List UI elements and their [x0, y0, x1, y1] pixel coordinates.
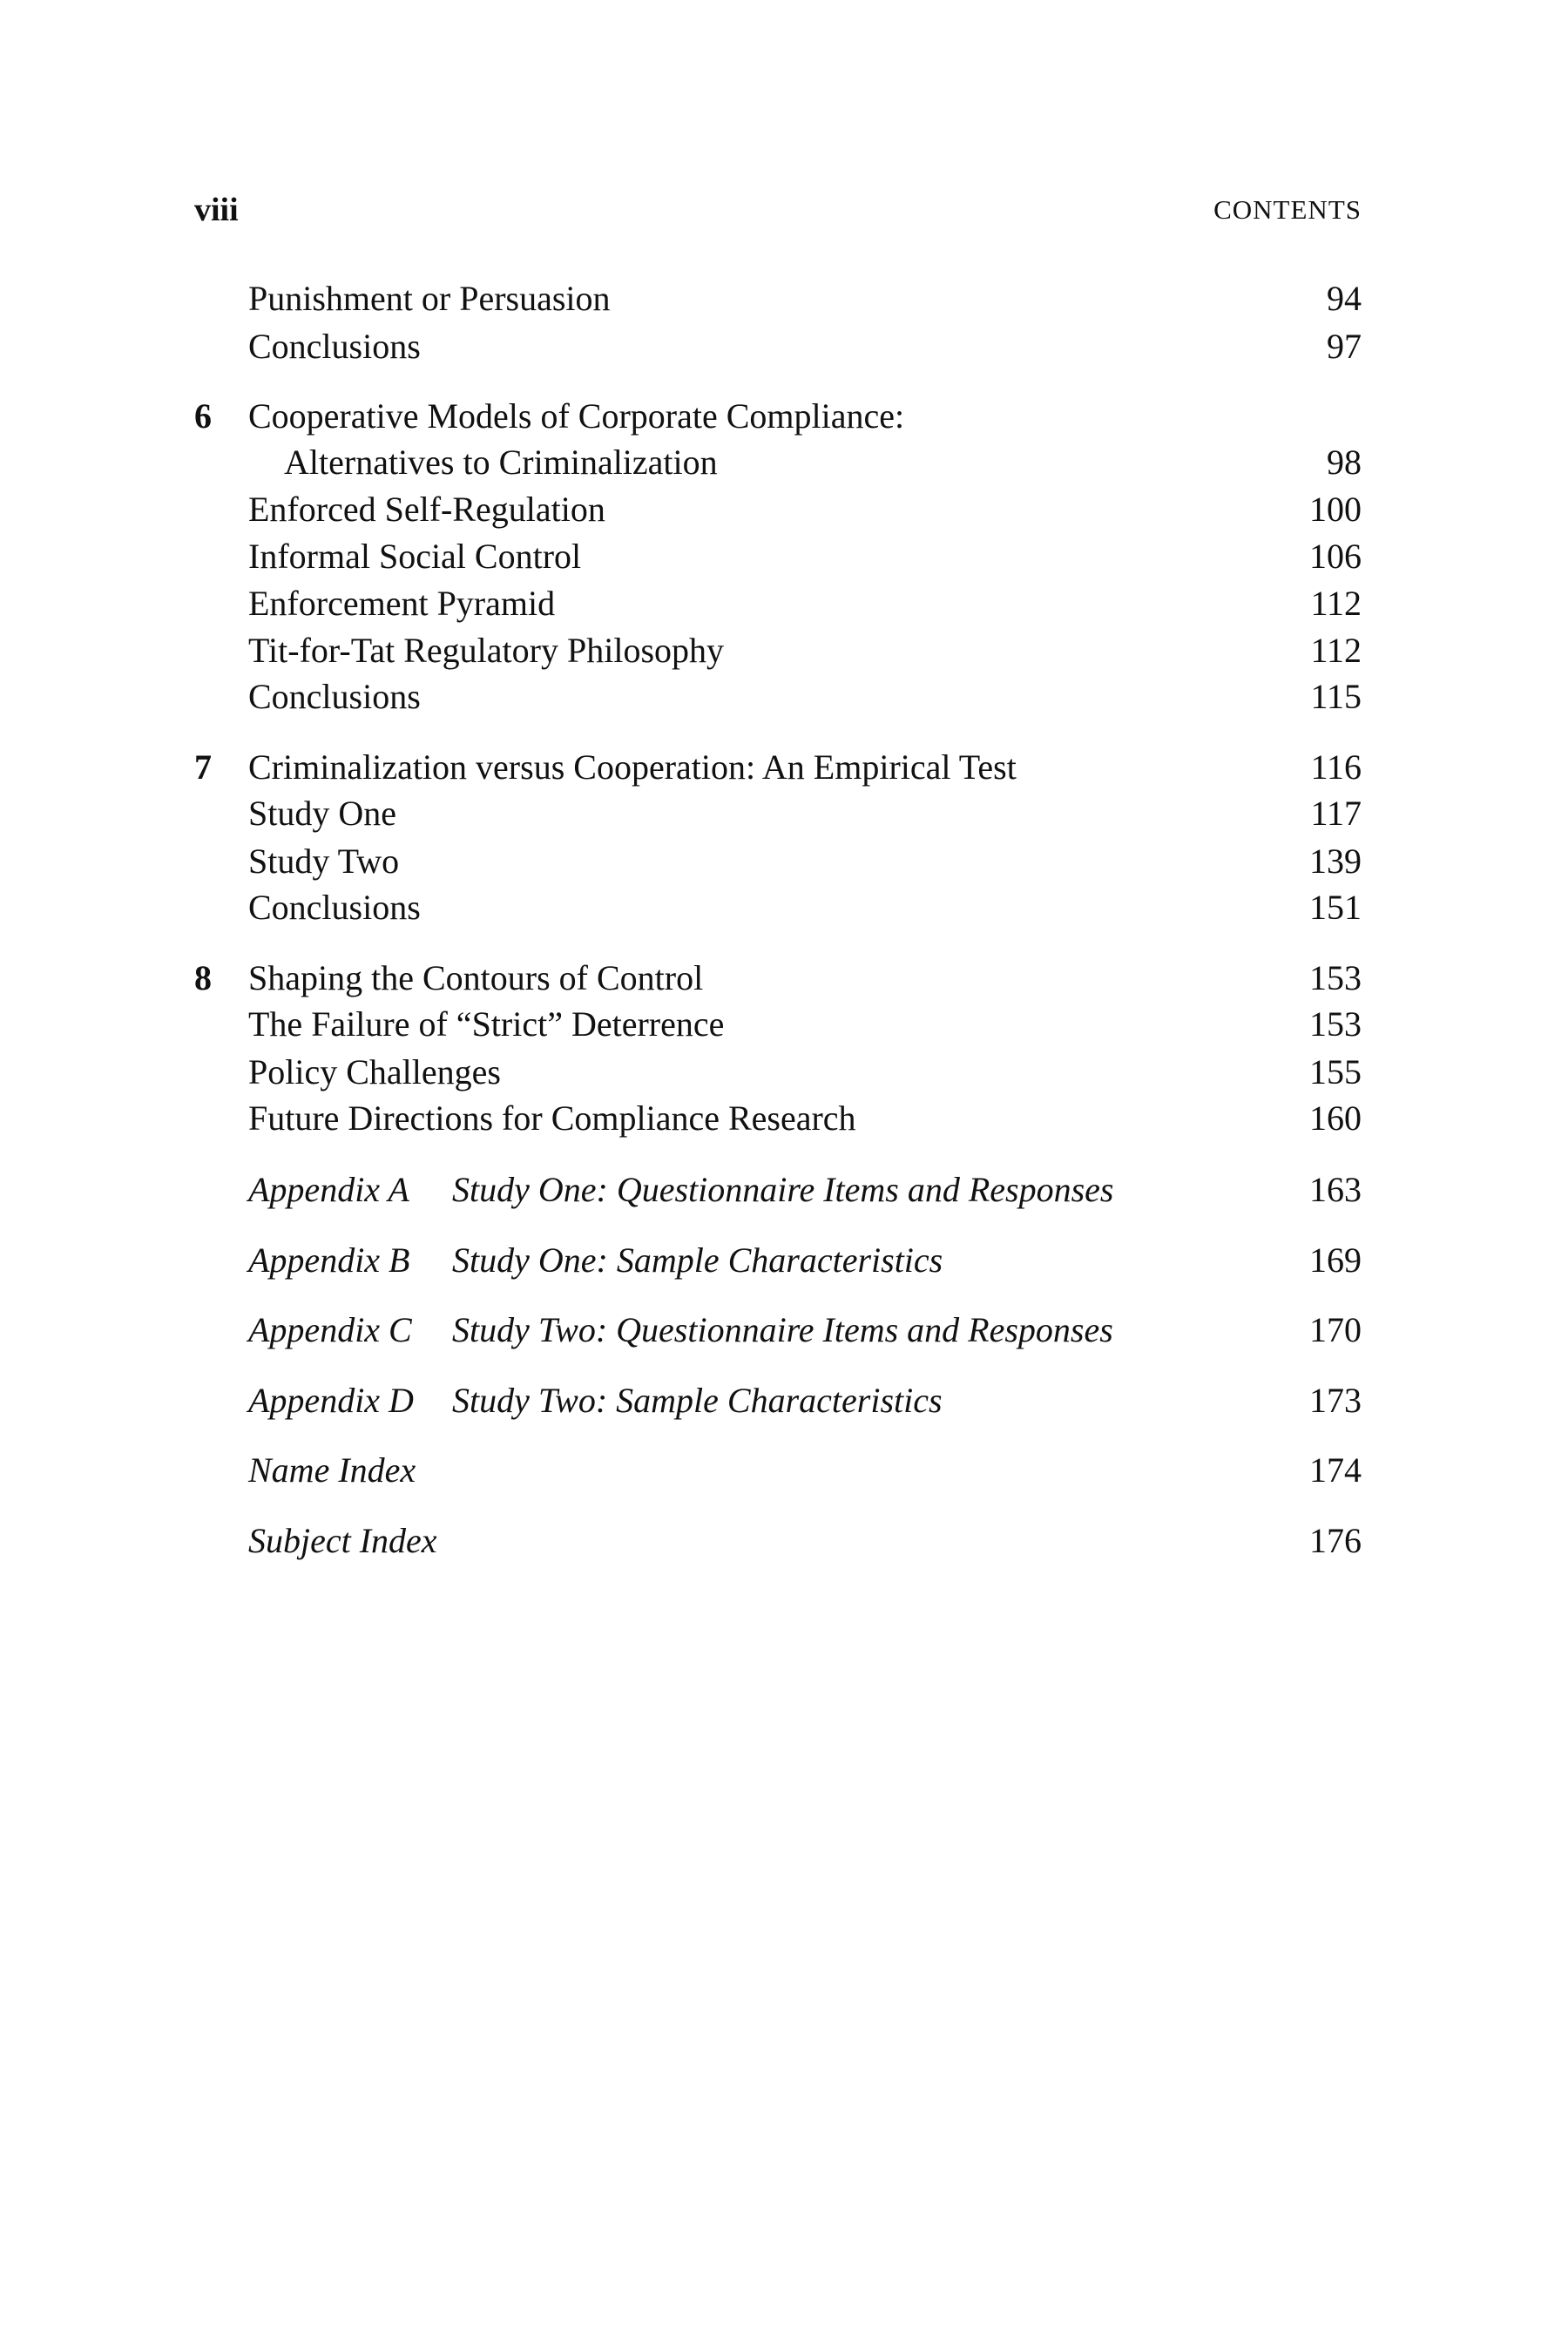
appendix-title: Study One: Questionnaire Items and Responses [452, 1170, 1114, 1209]
toc-entry [194, 955, 1362, 1002]
toc-entry [194, 486, 1362, 533]
entry-page: 117 [1310, 794, 1362, 833]
appendix-entry [194, 1166, 1362, 1213]
entry-page: 100 [1309, 490, 1362, 529]
appendix-page: 163 [1309, 1170, 1362, 1209]
toc-entry [194, 580, 1362, 627]
toc-entry [194, 323, 1362, 370]
toc-entry [194, 744, 1362, 791]
toc-entry [194, 533, 1362, 580]
appendix-page: 173 [1309, 1381, 1362, 1420]
entry-title: Conclusions [248, 677, 421, 716]
appendix-entry [194, 1237, 1362, 1284]
appendix-label: Appendix B [248, 1240, 410, 1280]
appendix-label: Appendix D [248, 1381, 414, 1420]
appendix-title: Study Two: Questionnaire Items and Responses [452, 1310, 1113, 1349]
appendix-page: 169 [1309, 1240, 1362, 1280]
entry-title: Cooperative Models of Corporate Compliance: [248, 396, 905, 436]
chapter-number: 6 [194, 396, 212, 436]
appendix-entry [194, 1307, 1362, 1354]
entry-page: 153 [1309, 1004, 1362, 1044]
chapter-number: 7 [194, 747, 212, 787]
entry-page: 98 [1327, 443, 1362, 482]
entry-title: Study One [248, 794, 396, 833]
appendix-label: Appendix C [248, 1310, 412, 1349]
entry-title: Alternatives to Criminalization [284, 443, 718, 482]
toc-entry [194, 884, 1362, 931]
index-page: 176 [1309, 1521, 1362, 1560]
toc-entry [194, 275, 1362, 322]
entry-page: 94 [1327, 279, 1362, 318]
appendix-title: Study One: Sample Characteristics [452, 1240, 943, 1280]
index-title: Name Index [248, 1450, 416, 1490]
toc-entry [194, 1095, 1362, 1142]
index-title: Subject Index [248, 1521, 437, 1560]
toc-entry [194, 1049, 1362, 1096]
entry-title: The Failure of “Strict” Deterrence [248, 1004, 725, 1044]
entry-page: 139 [1309, 841, 1362, 881]
entry-page: 153 [1309, 958, 1362, 997]
entry-page: 116 [1310, 747, 1362, 787]
page-number: viii [194, 192, 239, 228]
entry-title: Shaping the Contours of Control [248, 958, 704, 997]
entry-title: Study Two [248, 841, 400, 881]
toc-entry [194, 439, 1362, 486]
entry-title: Tit-for-Tat Regulatory Philosophy [248, 631, 725, 670]
entry-title: Future Directions for Compliance Research [248, 1098, 856, 1138]
toc-entry [194, 790, 1362, 837]
appendix-page: 170 [1309, 1310, 1362, 1349]
toc-entry [194, 673, 1362, 720]
index-entry [194, 1447, 1362, 1494]
toc-entry [194, 838, 1362, 885]
entry-title: Punishment or Persuasion [248, 279, 611, 318]
entry-page: 106 [1309, 537, 1362, 576]
entry-page: 155 [1309, 1052, 1362, 1092]
toc-entry [194, 1001, 1362, 1048]
index-entry [194, 1517, 1362, 1565]
entry-title: Conclusions [248, 327, 421, 366]
toc-entry [194, 627, 1362, 674]
entry-page: 112 [1310, 584, 1362, 623]
entry-title: Informal Social Control [248, 537, 582, 576]
entry-page: 115 [1310, 677, 1362, 716]
entry-title: Criminalization versus Cooperation: An Empirical Test [248, 747, 1017, 787]
entry-page: 112 [1310, 631, 1362, 670]
entry-title: Enforcement Pyramid [248, 584, 556, 623]
running-head: CONTENTS [1213, 194, 1362, 225]
entry-title: Policy Challenges [248, 1052, 501, 1092]
entry-page: 151 [1309, 888, 1362, 927]
appendix-entry [194, 1377, 1362, 1424]
appendix-title: Study Two: Sample Characteristics [452, 1381, 943, 1420]
entry-page: 160 [1309, 1098, 1362, 1138]
entry-title: Conclusions [248, 888, 421, 927]
index-page: 174 [1309, 1450, 1362, 1490]
chapter-number: 8 [194, 958, 212, 997]
entry-title: Enforced Self-Regulation [248, 490, 605, 529]
toc-entry [194, 393, 1362, 440]
appendix-label: Appendix A [248, 1170, 409, 1209]
entry-page: 97 [1327, 327, 1362, 366]
